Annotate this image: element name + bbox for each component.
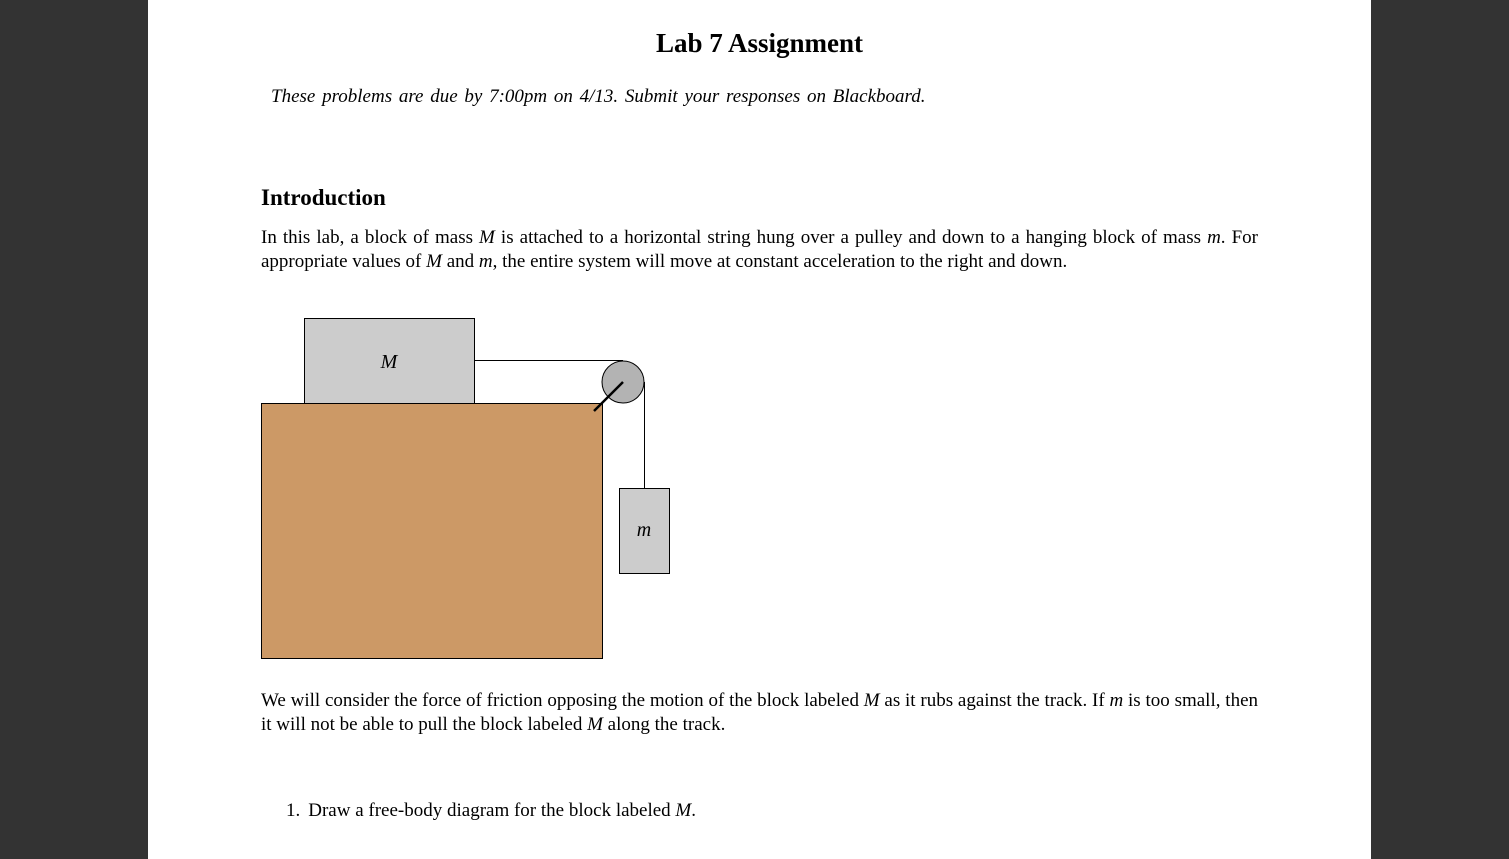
question-text: Draw a free-body diagram for the block labeled xyxy=(308,800,676,821)
table xyxy=(262,404,603,659)
friction-paragraph: We will consider the force of friction opposing the motion of the block labeled M as it rubs against the track. If m is too small, then it will not be able to pull the block labeled M along the track. xyxy=(261,690,1259,735)
page-title: Lab 7 Assignment xyxy=(655,28,864,58)
question-number: 1. xyxy=(286,800,301,821)
intro-paragraph: In this lab, a block of mass M is attached to a horizontal string hung over a pulley and down to a hanging block of mass m. For appropriate values of M and m, the entire system will move at constant acceleration to the right and down. xyxy=(261,227,1258,272)
block-hanging-mass-label: m xyxy=(636,519,652,541)
block-large-mass-label: M xyxy=(380,351,398,373)
document-page xyxy=(148,0,1371,859)
question-item: 1. Draw a free-body diagram for the block labeled M. xyxy=(286,800,696,821)
due-date-note: These problems are due by 7:00pm on 4/13. Submit your responses on Blackboard. xyxy=(271,86,926,107)
section-heading-introduction: Introduction xyxy=(261,185,386,210)
